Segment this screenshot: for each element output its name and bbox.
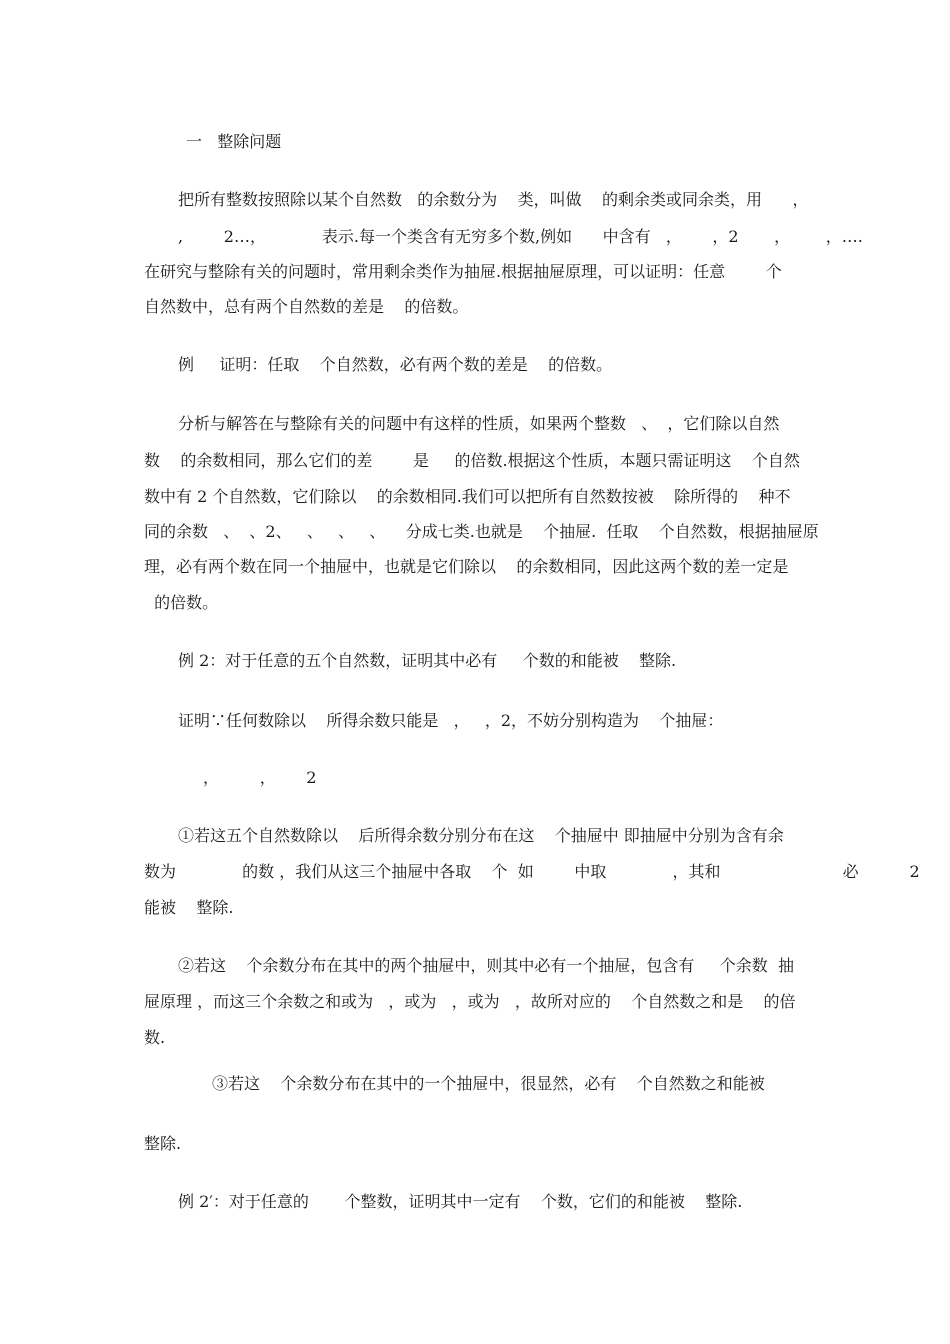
paragraph-line: ①若这五个自然数除以 后所得余数分别分布在这 个抽屉中 即抽屉中分别为含有余 <box>178 826 784 845</box>
paragraph-line: 理，必有两个数在同一个抽屉中，也就是它们除以 的余数相同，因此这两个数的差一定是 <box>144 557 789 576</box>
section-heading: 一 整除问题 <box>186 132 282 151</box>
paragraph-line: 的倍数。 <box>144 593 219 612</box>
paragraph-line: , 2…， 表示.每一个类含有无穷多个数,例如 中含有 ， ，2 ， ，…. <box>178 227 863 246</box>
paragraph-line: 能被 整除. <box>144 898 234 917</box>
paragraph-line: ②若这 个余数分布在其中的两个抽屉中，则其中必有一个抽屉，包含有 个余数 抽 <box>178 956 794 975</box>
paragraph-line: 例 2：对于任意的五个自然数，证明其中必有 个数的和能被 整除. <box>178 651 677 670</box>
paragraph-line: 把所有整数按照除以某个自然数 的余数分为 类，叫做 的剩余类或同余类，用 ， <box>178 190 809 209</box>
paragraph-line: ， ， 2 <box>203 768 317 787</box>
paragraph-line: 分析与解答在与整除有关的问题中有这样的性质，如果两个整数 、 ，它们除以自然 <box>178 414 780 433</box>
paragraph-line: ③若这 个余数分布在其中的一个抽屉中，很显然，必有 个自然数之和能被 <box>212 1074 765 1093</box>
paragraph-line: 例 2′：对于任意的 个整数，证明其中一定有 个数，它们的和能被 整除. <box>178 1192 743 1211</box>
paragraph-line: 屉原理 ，而这三个余数之和或为 ，或为 ，或为 ，故所对应的 个自然数之和是 的倍 <box>144 992 796 1011</box>
paragraph-line: 自然数中，总有两个自然数的差是 的倍数。 <box>144 297 469 316</box>
paragraph-line: 同的余数 、 、2、 、 、 、 分成七类.也就是 个抽屉. 任取 个自然数，根据抽屉原 <box>144 522 819 541</box>
paragraph-line: 证明∵任何数除以 所得余数只能是 ， ，2，不妨分别构造为 个抽屉： <box>178 711 724 730</box>
paragraph-line: 例 证明：任取 个自然数，必有两个数的差是 的倍数。 <box>178 355 613 374</box>
paragraph-line: 数. <box>144 1028 166 1047</box>
paragraph-line: 在研究与整除有关的问题时，常用剩余类作为抽屉.根据抽屉原理，可以证明：任意 个 <box>144 262 782 281</box>
paragraph-line: 整除. <box>144 1134 182 1153</box>
paragraph-line: 数为 的数 ，我们从这三个抽屉中各取 个 如 中取 ，其和 必 2 <box>144 862 920 881</box>
paragraph-line: 数中有 2 个自然数，它们除以 的余数相同.我们可以把所有自然数按被 除所得的 种不 <box>144 487 791 506</box>
paragraph-line: 数 的余数相同，那么它们的差 是 的倍数.根据这个性质，本题只需证明这 个自然 <box>144 451 800 470</box>
